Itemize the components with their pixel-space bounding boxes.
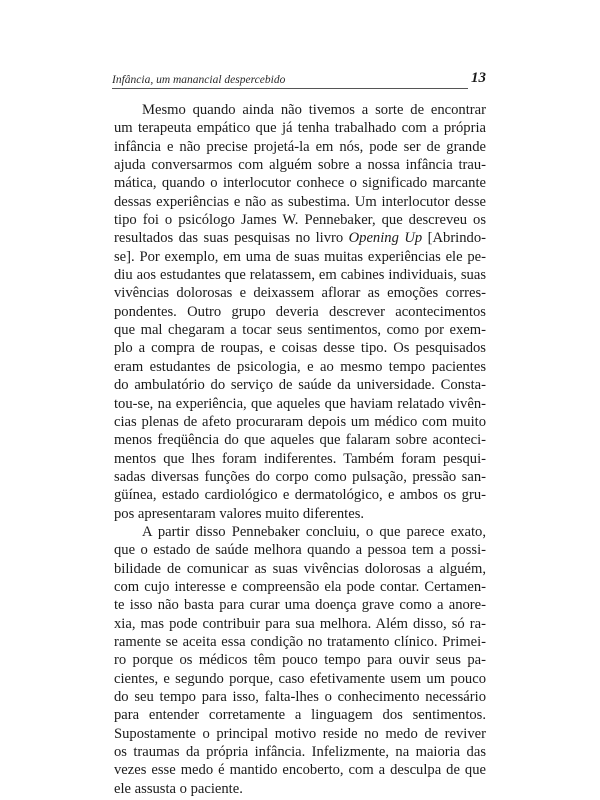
text-line: mática, quando o interlocutor conhece o significado marcante <box>114 175 486 192</box>
text-line: cias plenas de afeto procuraram depois um médico com muito <box>114 413 486 430</box>
text-line: ramente se aceita essa condição no tratamento clínico. Primei- <box>114 633 486 650</box>
text-line: infância e não precise projetá-la em nós, pode ser de grande <box>114 138 486 155</box>
text-line: mentos que lhes foram indiferentes. Também foram pesqui- <box>114 450 486 467</box>
text-line: para entender corretamente a linguagem dos sentimentos. <box>114 707 486 724</box>
text-line: pondentes. Outro grupo deveria descrever acontecimentos <box>114 303 486 320</box>
text-line: A partir disso Pennebaker concluiu, o que parece exato, <box>142 523 486 540</box>
text-line: resultados das suas pesquisas no livro Opening Up [Abrindo- <box>114 230 486 247</box>
text-line: do seu tempo para isso, falta-lhes o conhecimento necessário <box>114 689 486 705</box>
text-line: se]. Por exemplo, em uma de suas muitas experiências ele pe- <box>114 248 486 265</box>
header-rule <box>112 88 468 89</box>
text-line: bilidade de comunicar as suas vivências dolorosas a alguém, <box>114 560 486 577</box>
text-line: com cujo interesse e compreensão ela pode contar. Certamen- <box>114 578 486 595</box>
text-line: ro porque os médicos têm pouco tempo para ouvir seus pa- <box>114 652 486 669</box>
text-line: os traumas da própria infância. Infelizmente, na maioria das <box>114 744 486 761</box>
text-line: Supostamente o principal motivo reside no medo de reviver <box>114 725 486 742</box>
text-line: cientes, e segundo porque, caso efetivamente usem um pouco <box>114 670 486 687</box>
text-line: te isso não basta para curar uma doença grave como a anore- <box>114 597 486 614</box>
chapter-title: Infância, um manancial despercebido <box>112 74 286 86</box>
text-line: do ambulatório do serviço de saúde da universidade. Consta- <box>114 377 486 394</box>
text-line: sadas diversas funções do corpo como pulsação, pressão san- <box>114 468 486 485</box>
text-line: Mesmo quando ainda não tivemos a sorte de encontrar <box>142 102 486 118</box>
paragraph <box>114 523 486 798</box>
text-line: um terapeuta empático que já tenha trabalhado com a própria <box>114 120 486 137</box>
text-line: que mal chegaram a tocar seus sentimentos, como por exem- <box>114 322 486 339</box>
text-line: ajuda conversarmos com alguém sobre a nossa infância trau- <box>114 157 486 174</box>
page-body <box>114 101 486 798</box>
text-line: ele assusta o paciente. <box>114 780 243 797</box>
text-line: tipo foi o psicólogo James W. Pennebaker, que descreveu os <box>114 212 486 229</box>
text-line: que o estado de saúde melhora quando a pessoa tem a possi- <box>114 542 486 559</box>
text-line: pos apresentaram valores muito diferentes. <box>114 505 365 522</box>
paragraph <box>114 101 486 523</box>
text-line: dessas experiências e não as subestima. Um interlocutor desse <box>114 193 486 210</box>
text-line: vezes esse medo é mantido encoberto, com a desculpa de que <box>114 762 486 779</box>
text-line: güínea, estado cardiológico e dermatológico, e ambos os gru- <box>114 487 486 504</box>
text-line: tou-se, na experiência, que aqueles que haviam relatado vivên- <box>114 395 486 412</box>
running-header <box>112 67 486 89</box>
text-line: vivências dolorosas e deixassem aflorar as emoções corres- <box>114 285 486 302</box>
text-line: plo a compra de roupas, e coisas desse tipo. Os pesquisados <box>114 340 486 357</box>
text-line: eram estudantes de psicologia, e ao mesmo tempo pacientes <box>114 358 486 375</box>
page-number: 13 <box>471 70 486 86</box>
text-line: xia, mas pode contribuir para sua melhora. Além disso, só ra- <box>114 615 486 632</box>
text-line: diu aos estudantes que relatassem, em cabines individuais, suas <box>114 267 486 284</box>
text-line: menos freqüência do que aqueles que falaram sobre aconteci- <box>114 432 486 449</box>
book-title: Opening Up <box>348 230 423 247</box>
